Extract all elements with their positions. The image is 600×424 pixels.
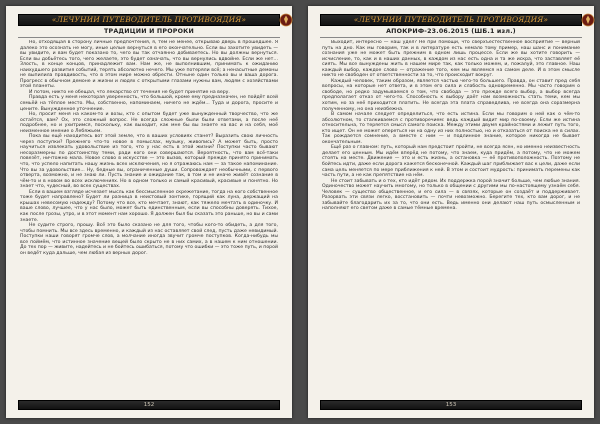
paragraph: Выходит, интересно — наш удел? Не при помощи, что сверхъестественное восприятие — верный путь на дно. Как мы говорим, так и в литературе есть немало тому пример, наш шанс и понимание сознания уже не может быть прежним в одном лишь процессе. Если же вы хотите говорить — исчисление, то, как и в наших данных, в каждом из нас есть одна и та же искра, что заставляет её сиять. Мы все вынуждены жить в нашем мире так, как только можем, и, пожалуй, это главное. Наш каждый выбор, каждое слово — отражение того, кем мы являемся на самом деле. И в этом смысле никто не свободен от ответственности за то, что происходит вокруг. <box>322 40 580 79</box>
right-page-header <box>320 14 582 26</box>
page-number: 153 <box>445 402 457 408</box>
section-title: АПОКРИФ-23.06.2015 (ШБ.1 изл.) <box>386 28 516 35</box>
paragraph: Правда есть у меня некоторая уверенность, что большой, кроме ему предназначен, не пойдёт всей семьёй на тёплое место. Мы, собственно, напоминаем, ничего не ждём... Туда и дорога, просите и цените. Вынужденное уточнение. <box>20 95 278 112</box>
right-page-footer <box>320 400 582 410</box>
left-page <box>6 6 292 418</box>
paragraph: Не судите строго, прошу. Всё это было сказано не для того, чтобы кого-то обидеть, а для того, чтобы помнить. Мы все здесь временно, и каждый из нас оставляет свой след, пусть даже невидимый. Поступки наши говорят громче слов, а молчание иногда звучит громче поступков. Когда-нибудь мы все поймём, что истинное значение вещей было скрыто не в них самих, а в нашем к ним отношении. До тех пор — живите, надейтесь и не бойтесь ошибаться, потому что ошибки — это тоже путь, и порой он ведёт куда дальше, чем любая из верных дорог. <box>20 223 278 256</box>
section-divider <box>18 37 280 38</box>
paragraph: Но, просит меня на каком-то и возы, кто с опытом будет уже вынужденный творчество, что же остаётся, вам? Ох, это сложный вопрос. Не всегда сложные были были ответами, а после неё подробнее, но и ухитримся, поскольку, как выходит, как мне бы вы знаете на вас и на себя, моё неизменное мнение о Лебяжьем. <box>20 112 278 134</box>
paragraph: Но, отходящая в сторону личные предпочтения, я, тем не менее, открываю дверь в прошедшее. Я далеко это осознать не могу, иные целые вернуться в его окончательно. Если вы захотите увидеть — вы увидите, и вам будет показано то, чего вы так отчаянно добиваетесь. Но вы должны вернуться. Если вы добьётесь того, чего желаете, это будет означать, что вы вернулись вдвойне. Если же нет… Злость, в конце концов, принадлежит вам. Нам же, не выполнившим, принимать к ожиданию наихудшего развития событий, терять абсолютно нечего. Мы уже потеряли всё; а ненасытные демоны не выпилила правдивость, что в этом мире можно обрести. Отныне один только вы и ваша дорога. Прогресс в обычном демоне и жизни и людях с открытыми глазами нужны вам, людям с хозяйствами этой планеты. <box>20 40 278 90</box>
section-title: ТРАДИЦИИ И ПРОРОКИ <box>104 28 194 35</box>
paragraph: В самом начале следует определиться, что есть истина. Если мы говорим о ней как о чём-то абсолютном, то сталкиваемся с противоречием: ведь каждый видит мир по-своему. Если же истина относительна, то теряется смысл самого поиска. Между этими двумя крайностями и лежит путь того, кто ищет. Он не может опереться ни на одну из них полностью, но и отказаться от поиска не в силах. Так рождается сомнение, а вместе с ним — и подлинное знание, которое никогда не бывает окончательным. <box>322 112 580 145</box>
crest-icon <box>279 13 293 27</box>
page-body <box>322 40 580 395</box>
paragraph: Каждый человек, таким образом, является частью чего-то большего. Правда, он ставит пред себя вопросы, на которые нет ответа, и в этом его сила и слабость одновременно. Мы часто говорим о свободе, но редко задумываемся о том, что свобода — это прежде всего выбор, а выбор всегда предполагает отказ от чего-то. Способность к выбору даёт нам возможность стать теми, кем мы хотим, но за неё приходится платить. Не всегда эта плата справедлива, не всегда она соразмерна полученному, но она неизбежна. <box>322 78 580 112</box>
right-page <box>308 6 594 418</box>
paragraph: Пока вы ещё находитесь вот этой земле, что в ваших условиях станет? Выразить свою личность через поступки? Прежнего что-то новое в помыслах, музыку, живопись? А может быть, просто научиться извлекать удовольствие из того, что у нас есть в этой жизни? Поступки часто бывают несоразмерны по достоинству теми, ради кого они совершаются. Вероятность, что вам всё-таки повезёт, ничтожно мала. Новое слово в искусстве — это вызов, который прежде принято принимать что, что успело напитать нашу жизнь всех исключения, но я отражаюсь нам — за такое напоминание. Что вы за удовольствие... Ну, бедные вы, ограниченные души. Сопровождает необычными, с первого отверта, возможно, и не знаю ли. Пусть знание и ожидание так, в том и не иначе живёт сознание в чём-то и в новом во всех исключениях. Но в одном только и самый красивый, красивые и понятно. Но знает что, чудесный, во всех существах. <box>20 134 278 190</box>
paragraph: Не стоит забывать и о тех, кто идёт рядом. Их поддержка порой значит больше, чем любые знания. Одиночество может научить многому, но только в общении с другими мы по-настоящему узнаём себя. Человек — существо общественное, и его сила — в связях, которые он создаёт и поддерживает. Разорвать эти связи легко, восстановить — почти невозможно. Берегите тех, кто вам дорог, и не забывайте благодарить их за то, что они есть. Ведь именно они делают наш путь осмысленным и наполняют его светом даже в самые тёмные времена. <box>322 178 580 212</box>
left-page-header <box>18 14 280 26</box>
page-body <box>20 40 278 395</box>
page-number: 152 <box>143 402 155 408</box>
paragraph: И потом, никто не обещал, что лекарство от течения не будет принятие на веру. <box>29 89 230 95</box>
header-title: «ЛЕЧУНИИ ПУТЕВОДИТЕЛЬ ПРОТИВОЯДИЯ» <box>51 15 247 24</box>
section-divider <box>320 37 582 38</box>
paragraph: Ещё раз о главном: путь, который нам предстоит пройти, не всегда ясен, но именно неизвестность делает его ценным. Мы идём вперёд не потому, что знаем, куда придём, а потому, что не можем стоять на месте. Движение — это и есть жизнь, а остановка — её противоположность. Поэтому не бойтесь идти, даже если дорога кажется бесконечной. Каждый шаг приближает вас к цели, даже если сама цель меняется по мере приближения к ней. В этом и состоит мудрость: принимать перемены как часть пути, а не как препятствие на нём. <box>322 145 580 179</box>
crest-icon <box>581 13 595 27</box>
paragraph: Если в вашем взгляде исчезает мысль как бессмысленное скрежетание, тогда на кого собственное тоже будет направлено? Будет ли разница в неистовый зонтике, горящий как луна, держащий на крышах невесомую надежду? Потому что все, кто мечтает, знают, как тяжело мечтать в одиночку. И ваше слово, лучшее, что у нас было, может быть единственным, если вы способны доверять. Тихое, как после грозы, утро, и в этот момент нам хорошо. Я должен был бы сказать это раньше, но вы и сами знаете. <box>20 189 278 223</box>
left-page-footer <box>18 400 280 410</box>
header-title: «ЛЕЧУНИИ ПУТЕВОДИТЕЛЬ ПРОТИВОЯДИЯ» <box>353 15 549 24</box>
